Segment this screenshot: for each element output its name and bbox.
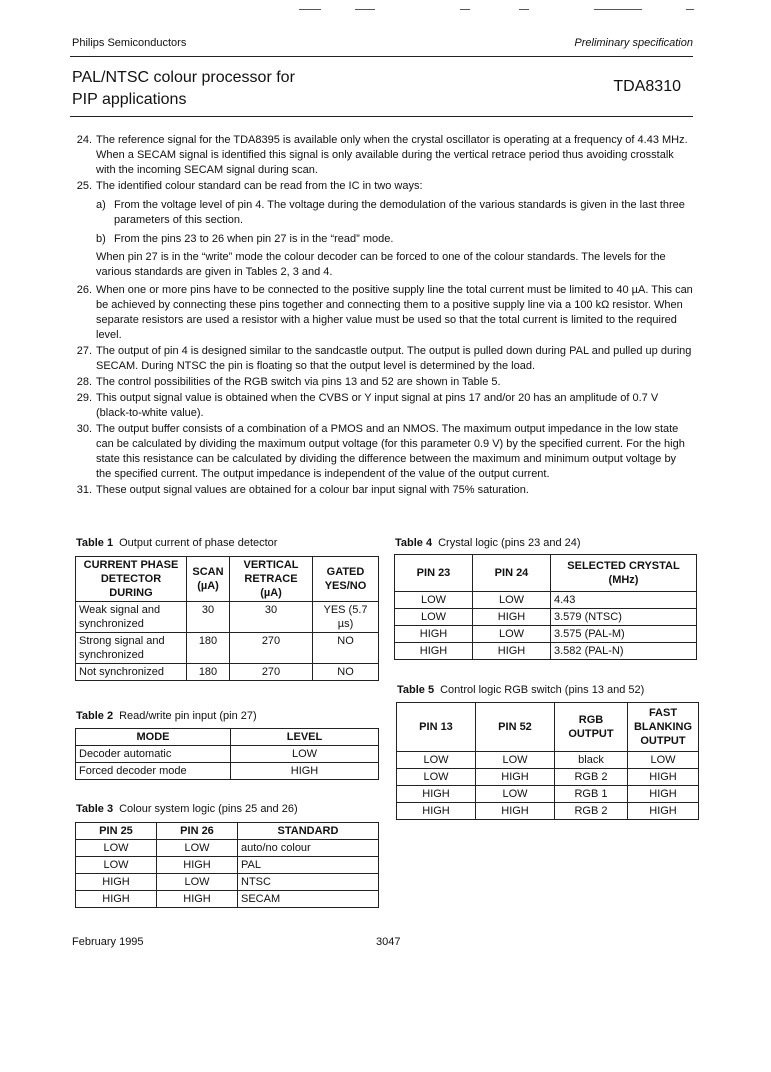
table-cell: HIGH — [395, 626, 473, 643]
table-cell: LOW — [76, 857, 157, 874]
table-cell: HIGH — [157, 891, 238, 908]
table-2-caption — [76, 710, 257, 722]
column-header: SELECTED CRYSTAL (MHz) — [551, 555, 697, 592]
table-cell: 30 — [230, 602, 313, 633]
table-cell: Decoder automatic — [76, 746, 231, 763]
note-text: The reference signal for the TDA8395 is available only when the crystal oscillator is operating at a frequency of 4.43 MHz. When a SECAM signal is identified this signal is only available during the vertical retrace period thus avoiding crosstalk with the incoming SECAM signal during scan. — [96, 134, 688, 176]
column-header: SCAN (µA) — [187, 557, 230, 602]
column-header: LEVEL — [231, 729, 379, 746]
note-25-item-a — [96, 198, 694, 228]
table-row — [397, 803, 699, 820]
note-number: 29. — [76, 392, 92, 404]
table-cell: LOW — [395, 592, 473, 609]
column-header: MODE — [76, 729, 231, 746]
table-cell: HIGH — [628, 769, 699, 786]
table-cell: HIGH — [76, 874, 157, 891]
column-header: FAST BLANKING OUTPUT — [628, 703, 699, 752]
table-header-row — [397, 703, 699, 752]
table-cell: LOW — [397, 769, 476, 786]
table-5-caption — [397, 684, 644, 696]
table-2-title: Read/write pin input (pin 27) — [119, 710, 257, 722]
table-cell: 30 — [187, 602, 230, 633]
table-cell: 270 — [230, 664, 313, 681]
column-header: PIN 24 — [473, 555, 551, 592]
column-header: PIN 13 — [397, 703, 476, 752]
note-number: 25. — [76, 180, 92, 192]
table-cell: SECAM — [238, 891, 379, 908]
document-title — [72, 67, 295, 111]
table-cell: HIGH — [76, 891, 157, 908]
column-header: PIN 52 — [476, 703, 555, 752]
column-header: GATED YES/NO — [313, 557, 379, 602]
table-5 — [396, 702, 699, 820]
table-cell: HIGH — [628, 803, 699, 820]
table-row — [76, 840, 379, 857]
note-number: 24. — [76, 134, 92, 146]
table-3 — [75, 822, 379, 908]
note-text: These output signal values are obtained for a colour bar input signal with 75% saturation. — [96, 484, 529, 496]
table-row — [395, 592, 697, 609]
table-3-title: Colour system logic (pins 25 and 26) — [119, 803, 298, 815]
table-1-caption — [76, 537, 277, 549]
table-cell: RGB 1 — [555, 786, 628, 803]
table-cell: PAL — [238, 857, 379, 874]
table-cell: 4.43 — [551, 592, 697, 609]
note-29 — [70, 391, 694, 421]
table-4-label: Table 4 — [395, 537, 433, 549]
table-cell: HIGH — [395, 643, 473, 660]
table-header-row — [76, 557, 379, 602]
table-row — [397, 769, 699, 786]
table-cell: 3.579 (NTSC) — [551, 609, 697, 626]
footer-date: February 1995 — [72, 936, 144, 948]
table-2 — [75, 728, 379, 780]
table-row — [397, 786, 699, 803]
note-number: 30. — [76, 423, 92, 435]
table-cell: Strong signal and synchronized — [76, 633, 187, 664]
document-status: Preliminary specification — [574, 37, 693, 49]
table-cell: LOW — [76, 840, 157, 857]
column-header: PIN 23 — [395, 555, 473, 592]
page-number: 3047 — [376, 936, 401, 948]
table-cell: NTSC — [238, 874, 379, 891]
column-header: VERTICAL RETRACE (µA) — [230, 557, 313, 602]
note-24 — [70, 133, 694, 178]
table-cell: NO — [313, 633, 379, 664]
table-3-label: Table 3 — [76, 803, 114, 815]
note-text: The control possibilities of the RGB switch via pins 13 and 52 are shown in Table 5. — [96, 376, 501, 388]
column-header: RGB OUTPUT — [555, 703, 628, 752]
table-cell: black — [555, 752, 628, 769]
table-cell: LOW — [473, 592, 551, 609]
note-text: When one or more pins have to be connected to the positive supply line the total current must be limited to 40 µA. This can be achieved by connecting these pins together and connecting them to a positive supply line via a 100 kΩ resistor. When separate resistors are used a resistor with a higher value must be used so that the total current is limited to the required level. — [96, 284, 693, 341]
table-cell: 180 — [187, 633, 230, 664]
table-row — [76, 891, 379, 908]
note-25-paragraph: When pin 27 is in the “write” mode the colour decoder can be forced to one of the colour standards. The levels for the various standards are given in Tables 2, 3 and 4. — [96, 251, 666, 278]
table-cell: HIGH — [473, 643, 551, 660]
note-31 — [70, 483, 694, 498]
table-cell: RGB 2 — [555, 803, 628, 820]
table-4 — [394, 554, 697, 660]
item-label: a) — [96, 199, 106, 211]
table-cell: YES (5.7 µs) — [313, 602, 379, 633]
table-header-row — [76, 823, 379, 840]
table-row — [76, 664, 379, 681]
note-text: The output of pin 4 is designed similar to the sandcastle output. The output is pulled down during PAL and pulled up during SECAM. During NTSC the pin is floating so that the output level is determined by the load. — [96, 345, 692, 372]
column-header: PIN 25 — [76, 823, 157, 840]
note-27 — [70, 344, 694, 374]
table-cell: HIGH — [231, 763, 379, 780]
table-cell: LOW — [476, 786, 555, 803]
table-cell: LOW — [157, 840, 238, 857]
table-4-caption — [395, 537, 581, 549]
table-row — [76, 763, 379, 780]
table-3-caption — [76, 803, 298, 815]
table-cell: LOW — [476, 752, 555, 769]
note-text: This output signal value is obtained when the CVBS or Y input signal at pins 17 and/or 20 has an amplitude of 0.7 V (black-to-white value). — [96, 392, 659, 419]
column-header: STANDARD — [238, 823, 379, 840]
table-header-row — [76, 729, 379, 746]
table-cell: 180 — [187, 664, 230, 681]
table-5-label: Table 5 — [397, 684, 435, 696]
title-line-2: PIP applications — [72, 91, 187, 108]
table-cell: 3.575 (PAL-M) — [551, 626, 697, 643]
table-row — [395, 626, 697, 643]
note-text: The output buffer consists of a combination of a PMOS and an NMOS. The maximum output impedance in the low state can be calculated by dividing the maximum output voltage (for this parameter 0.9 V) by the specified current. For the high state this resistance can be calculated by dividing the difference between the maximum and minimum output voltage by the specified current. The output impedance is independent of the value of the output current. — [96, 423, 685, 480]
note-number: 31. — [76, 484, 92, 496]
table-cell: HIGH — [157, 857, 238, 874]
note-number: 28. — [76, 376, 92, 388]
table-4-title: Crystal logic (pins 23 and 24) — [438, 537, 581, 549]
table-row — [76, 633, 379, 664]
item-text: From the pins 23 to 26 when pin 27 is in the “read” mode. — [114, 233, 394, 245]
table-1-title: Output current of phase detector — [119, 537, 278, 549]
company-name: Philips Semiconductors — [72, 37, 187, 49]
table-cell: HIGH — [397, 786, 476, 803]
note-number: 26. — [76, 284, 92, 296]
table-1 — [75, 556, 379, 681]
table-cell: LOW — [395, 609, 473, 626]
note-26 — [70, 283, 694, 343]
table-cell: 3.582 (PAL-N) — [551, 643, 697, 660]
top-print-marks — [0, 9, 771, 13]
table-cell: LOW — [157, 874, 238, 891]
table-cell: LOW — [231, 746, 379, 763]
note-25-item-b — [96, 232, 694, 247]
table-header-row — [395, 555, 697, 592]
table-cell: HIGH — [476, 803, 555, 820]
table-cell: HIGH — [628, 786, 699, 803]
table-cell: Weak signal and synchronized — [76, 602, 187, 633]
table-2-label: Table 2 — [76, 710, 114, 722]
table-cell: auto/no colour — [238, 840, 379, 857]
table-cell: LOW — [628, 752, 699, 769]
table-cell: HIGH — [476, 769, 555, 786]
table-row — [395, 643, 697, 660]
part-number: TDA8310 — [613, 78, 681, 95]
table-cell: NO — [313, 664, 379, 681]
table-cell: HIGH — [473, 609, 551, 626]
note-25 — [70, 179, 694, 194]
table-row — [397, 752, 699, 769]
note-30 — [70, 422, 694, 482]
table-row — [395, 609, 697, 626]
title-line-1: PAL/NTSC colour processor for — [72, 69, 295, 86]
table-cell: LOW — [473, 626, 551, 643]
table-row — [76, 857, 379, 874]
table-1-label: Table 1 — [76, 537, 114, 549]
table-cell: Forced decoder mode — [76, 763, 231, 780]
header-rule-top — [70, 56, 693, 57]
table-row — [76, 746, 379, 763]
column-header: CURRENT PHASE DETECTOR DURING — [76, 557, 187, 602]
item-label: b) — [96, 233, 106, 245]
table-cell: RGB 2 — [555, 769, 628, 786]
notes-section — [70, 133, 694, 499]
table-cell: Not synchronized — [76, 664, 187, 681]
table-cell: 270 — [230, 633, 313, 664]
table-cell: HIGH — [397, 803, 476, 820]
header-rule-bottom — [70, 116, 693, 117]
item-text: From the voltage level of pin 4. The voltage during the demodulation of the various standards is given in the last three parameters of this section. — [114, 199, 685, 226]
note-28 — [70, 375, 694, 390]
table-cell: LOW — [397, 752, 476, 769]
note-number: 27. — [76, 345, 92, 357]
table-row — [76, 874, 379, 891]
table-row — [76, 602, 379, 633]
column-header: PIN 26 — [157, 823, 238, 840]
table-5-title: Control logic RGB switch (pins 13 and 52) — [440, 684, 645, 696]
note-text: The identified colour standard can be read from the IC in two ways: — [96, 180, 423, 192]
